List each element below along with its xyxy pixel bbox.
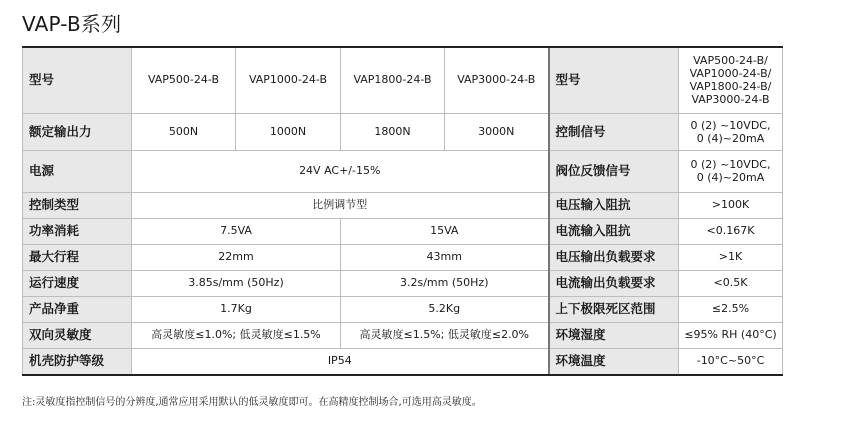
spec-table (22, 46, 783, 376)
row-label: 额定输出力 (23, 113, 132, 150)
page-title: VAP-B系列 (22, 12, 122, 36)
table-row (23, 244, 783, 270)
right-row-label: 电流输入阻抗 (549, 218, 679, 244)
row-label: 双向灵敏度 (23, 322, 132, 348)
right-row-value-line: 0 (2) ~10VDC, (690, 158, 771, 171)
model-name: VAP500-24-B (132, 47, 236, 113)
row-value: 1.7Kg (132, 296, 341, 322)
row-label: 机壳防护等级 (23, 348, 132, 375)
row-value: 5.2Kg (341, 296, 549, 322)
row-value: 24V AC+/-15% (132, 150, 549, 192)
table-header-row (23, 47, 783, 113)
right-model-line: VAP500-24-B/ (693, 54, 768, 68)
table-row (23, 150, 783, 192)
right-model-header-label: 型号 (549, 47, 679, 113)
row-label: 电源 (23, 150, 132, 192)
row-value: 高灵敏度≤1.5%; 低灵敏度≤2.0% (341, 322, 549, 348)
footnote: 注:灵敏度指控制信号的分辨度,通常应用采用默认的低灵敏度即可。在高精度控制场合,可选用高灵敏度。 (22, 397, 482, 408)
table-row (23, 348, 783, 375)
row-label: 运行速度 (23, 270, 132, 296)
right-model-line: VAP1000-24-B/ (689, 67, 772, 81)
model-name: VAP1800-24-B (341, 47, 445, 113)
right-row-value: <0.167K (679, 218, 783, 244)
right-model-line: VAP1800-24-B/ (689, 80, 772, 94)
row-value: 3.2s/mm (50Hz) (341, 270, 549, 296)
table-row (23, 113, 783, 150)
row-value: 比例调节型 (132, 192, 549, 218)
right-row-label: 电流输出负载要求 (549, 270, 679, 296)
row-value: 3.85s/mm (50Hz) (132, 270, 341, 296)
right-row-label: 环境湿度 (549, 322, 679, 348)
right-row-value-line: 0 (2) ~10VDC, (690, 118, 771, 132)
right-row-label: 阀位反馈信号 (549, 150, 679, 192)
table-row (23, 322, 783, 348)
row-value: 1000N (236, 113, 341, 150)
right-row-value: >100K (679, 192, 783, 218)
row-value: 1800N (341, 113, 445, 150)
right-row-label: 上下极限死区范围 (549, 296, 679, 322)
row-value: 500N (132, 113, 236, 150)
table-row (23, 218, 783, 244)
right-row-value-line: 0 (4)~20mA (696, 171, 765, 184)
right-row-value: -10°C~50°C (679, 348, 783, 375)
table-row (23, 192, 783, 218)
right-row-value: ≤95% RH (40°C) (679, 322, 783, 348)
right-row-label: 电压输入阻抗 (549, 192, 679, 218)
right-row-label: 控制信号 (549, 113, 679, 150)
row-value: 15VA (341, 218, 549, 244)
right-row-label: 环境温度 (549, 348, 679, 375)
right-row-value: ≤2.5% (679, 296, 783, 322)
row-label: 功率消耗 (23, 218, 132, 244)
row-value: 43mm (341, 244, 549, 270)
right-row-value (679, 150, 783, 192)
right-row-label: 电压输出负载要求 (549, 244, 679, 270)
row-value: IP54 (132, 348, 549, 375)
right-row-value-line: 0 (4)~20mA (696, 131, 765, 145)
table-row (23, 296, 783, 322)
table-row (23, 270, 783, 296)
model-header-label: 型号 (23, 47, 132, 113)
row-value: 高灵敏度≤1.0%; 低灵敏度≤1.5% (132, 322, 341, 348)
model-name: VAP3000-24-B (445, 47, 549, 113)
row-label: 控制类型 (23, 192, 132, 218)
row-value: 3000N (445, 113, 549, 150)
row-value: 7.5VA (132, 218, 341, 244)
right-model-line: VAP3000-24-B (691, 93, 770, 107)
right-model-list (679, 47, 783, 113)
right-row-value: <0.5K (679, 270, 783, 296)
row-label: 最大行程 (23, 244, 132, 270)
right-row-value (679, 113, 783, 150)
right-row-value: >1K (679, 244, 783, 270)
model-name: VAP1000-24-B (236, 47, 341, 113)
row-value: 22mm (132, 244, 341, 270)
row-label: 产品净重 (23, 296, 132, 322)
